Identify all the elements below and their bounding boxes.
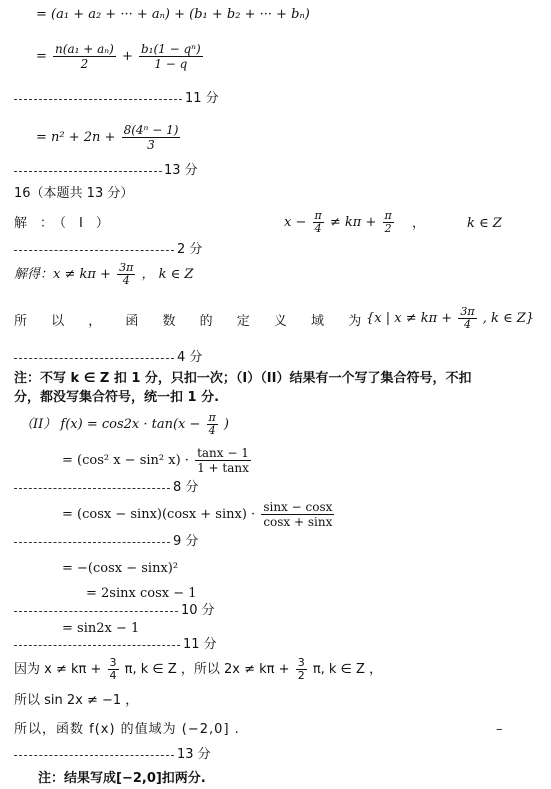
step-sin2x: = sin2x − 1 <box>62 621 140 636</box>
fraction-numerator: 3π <box>460 305 475 318</box>
range-statement: 所以，函数 f(x) 的值域为 (−2,0] . <box>14 722 240 737</box>
fraction-denominator: 4 <box>122 274 130 287</box>
because-prefix: 因为 x ≠ kπ + <box>14 662 102 677</box>
sum-result-line <box>36 123 182 152</box>
question-title: 16（本题共 13 分） <box>14 186 134 201</box>
score-divider <box>14 99 182 100</box>
fraction-denominator: 2 <box>384 222 392 235</box>
fraction-denominator: 4 <box>109 669 117 682</box>
pi-over-4 <box>313 210 324 235</box>
result-prefix: = n² + 2n + <box>36 130 116 145</box>
sin-not-minus-one: 所以 sin 2x ≠ −1 ， <box>14 693 139 708</box>
score-divider <box>14 645 180 646</box>
because-line <box>14 657 382 682</box>
part2-function <box>20 412 229 437</box>
fraction-numerator: 3π <box>119 261 134 274</box>
score-label: 4 分 <box>177 350 203 365</box>
margin-dash: – <box>496 722 503 737</box>
close-paren: ) <box>223 417 229 432</box>
fraction-denominator: 1 − q <box>154 57 188 71</box>
arith-sum-fraction <box>53 42 116 71</box>
score-label: 13 分 <box>164 163 198 178</box>
fraction-numerator: b₁(1 − qⁿ) <box>141 42 201 56</box>
step-expand-cos <box>62 446 253 475</box>
fraction-numerator: 3 <box>109 656 117 669</box>
note-deduction-line2: 分，都没写集合符号，统一扣 1 分. <box>14 390 220 405</box>
score-label: 10 分 <box>181 603 215 618</box>
fraction-denominator: 4 <box>314 222 322 235</box>
score-divider <box>14 755 174 756</box>
score-divider <box>14 171 162 172</box>
score-label: 11 分 <box>185 91 219 106</box>
tan-fraction <box>195 446 251 475</box>
solved-suffix: ， k ∈ Z <box>141 267 194 282</box>
score-divider <box>14 611 178 612</box>
domain-left: {x | x ≠ kπ + <box>366 311 453 326</box>
step-square: = −(cosx − sinx)² <box>62 561 179 576</box>
step-prefix: = (cos² x − sin² x) · <box>62 453 189 468</box>
fraction-denominator: 4 <box>208 424 216 437</box>
step-double-angle: = 2sinx cosx − 1 <box>86 586 197 601</box>
because-middle: π, k ∈ Z ，所以 2x ≠ kπ + <box>124 662 290 677</box>
step-factor <box>62 500 336 529</box>
fraction-numerator: π <box>384 209 392 222</box>
equals-sign: = <box>36 49 47 64</box>
fraction-denominator: 2 <box>80 57 89 71</box>
note-interval: 注：结果写成[−2,0]扣两分. <box>38 771 206 786</box>
condition-expression <box>284 210 396 235</box>
score-divider <box>14 542 170 543</box>
comma: ， <box>412 216 426 231</box>
score-divider <box>14 488 170 489</box>
fraction-numerator: π <box>208 411 216 424</box>
score-divider <box>14 358 174 359</box>
pi-over-2 <box>383 210 394 235</box>
solved-prefix: 解得：x ≠ kπ + <box>14 267 111 282</box>
fraction-denominator: 2 <box>297 669 305 682</box>
part2-prefix: （II） f(x) = cos2x · tan(x − <box>20 417 201 432</box>
cond-middle: ≠ kπ + <box>329 215 377 230</box>
fraction-denominator: cosx + sinx <box>263 515 333 529</box>
result-fraction <box>122 123 181 152</box>
fraction-numerator: n(a₁ + aₙ) <box>55 42 114 56</box>
pi-over-4 <box>207 412 218 437</box>
fraction-numerator: 8(4ⁿ − 1) <box>123 123 179 137</box>
k-in-z: k ∈ Z <box>467 216 502 231</box>
score-label: 8 分 <box>173 480 199 495</box>
domain-statement: 所 以 ， 函 数 的 定 义 域 为 <box>14 314 362 329</box>
sum-formula-line <box>36 42 205 71</box>
sincos-fraction <box>261 500 334 529</box>
fraction-numerator: 3 <box>297 656 305 669</box>
score-label: 9 分 <box>173 534 199 549</box>
fraction-numerator: sinx − cosx <box>263 500 333 514</box>
step-prefix: = (cosx − sinx)(cosx + sinx) · <box>62 507 256 522</box>
solved-condition <box>14 262 193 287</box>
three-pi-over-4 <box>458 306 476 331</box>
solution-part1-label: 解 ： （ I ） <box>14 216 109 231</box>
domain-set <box>366 306 534 331</box>
fraction-denominator: 4 <box>463 318 471 331</box>
note-deduction-line1: 注：不写 k ∈ Z 扣 1 分，只扣一次；（I）（II）结果有一个写了集合符号，不扣 <box>14 371 472 386</box>
score-divider <box>14 250 174 251</box>
sum-expansion-line: = (a₁ + a₂ + ··· + aₙ) + (b₁ + b₂ + ··· + bₙ) <box>36 7 310 22</box>
because-suffix: π, k ∈ Z ， <box>312 662 383 677</box>
three-pi-over-4 <box>117 262 135 287</box>
cond-prefix: x − <box>284 215 307 230</box>
fraction-denominator: 3 <box>147 138 155 152</box>
fraction-numerator: π <box>314 209 322 222</box>
score-label: 13 分 <box>177 747 211 762</box>
three-over-two <box>296 657 307 682</box>
domain-right: , k ∈ Z} <box>482 311 535 326</box>
fraction-numerator: tanx − 1 <box>197 446 249 460</box>
plus-sign: + <box>121 49 133 64</box>
score-label: 2 分 <box>177 242 203 257</box>
score-label: 11 分 <box>183 637 217 652</box>
three-over-four <box>108 657 119 682</box>
fraction-denominator: 1 + tanx <box>197 461 249 475</box>
geo-sum-fraction <box>139 42 203 71</box>
